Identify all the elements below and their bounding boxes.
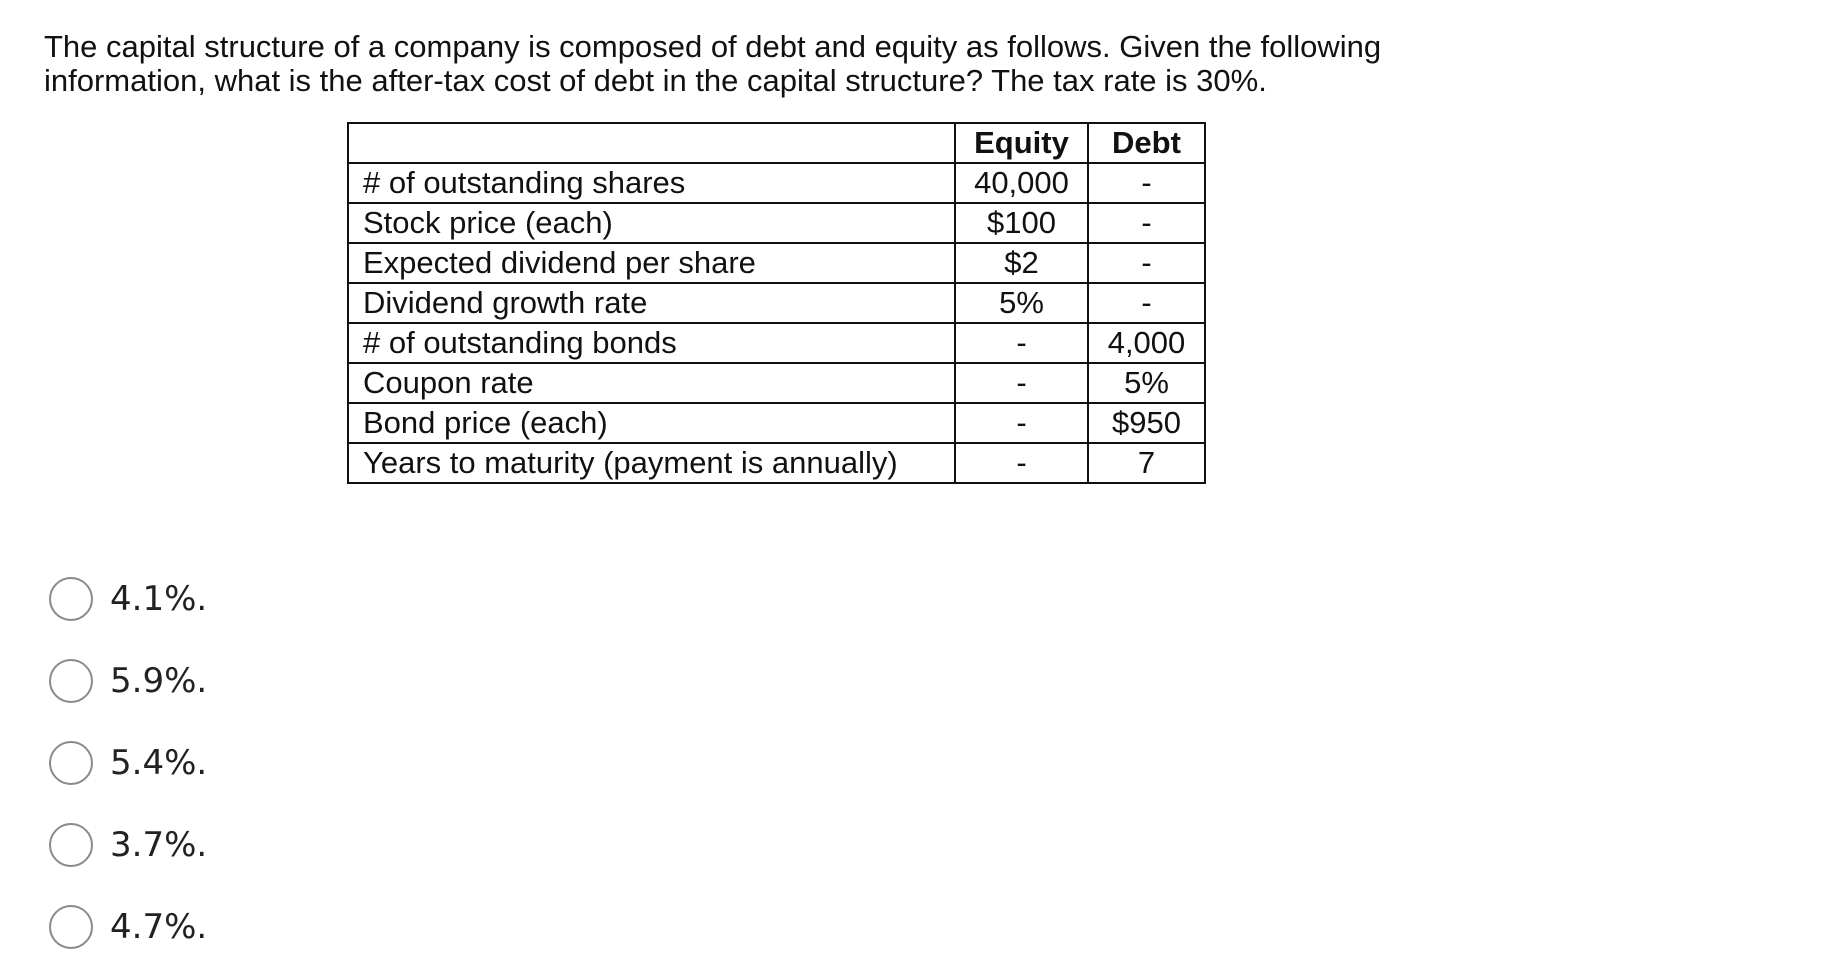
- answer-option-label[interactable]: 5.9%.: [110, 661, 208, 701]
- question-text: [44, 30, 1644, 98]
- answer-option-label[interactable]: 3.7%.: [110, 825, 208, 865]
- row-label: Expected dividend per share: [348, 243, 955, 283]
- table-row: [348, 203, 1205, 243]
- answer-option-label[interactable]: 4.1%.: [110, 579, 208, 619]
- table-row: [348, 363, 1205, 403]
- row-label: # of outstanding shares: [348, 163, 955, 203]
- radio-button[interactable]: [49, 741, 93, 785]
- table-header-debt: Debt: [1088, 123, 1205, 163]
- row-equity-value: -: [955, 443, 1088, 483]
- row-debt-value: 4,000: [1088, 323, 1205, 363]
- answer-option-1[interactable]: [49, 558, 207, 640]
- row-label: Coupon rate: [348, 363, 955, 403]
- table-row: [348, 163, 1205, 203]
- radio-button[interactable]: [49, 823, 93, 867]
- row-equity-value: -: [955, 363, 1088, 403]
- row-equity-value: 5%: [955, 283, 1088, 323]
- table-row: [348, 403, 1205, 443]
- row-equity-value: 40,000: [955, 163, 1088, 203]
- row-label: Bond price (each): [348, 403, 955, 443]
- row-label: Stock price (each): [348, 203, 955, 243]
- radio-button[interactable]: [49, 577, 93, 621]
- table-row: [348, 323, 1205, 363]
- row-equity-value: -: [955, 403, 1088, 443]
- row-label: Years to maturity (payment is annually): [348, 443, 955, 483]
- answer-option-3[interactable]: [49, 722, 207, 804]
- row-debt-value: -: [1088, 203, 1205, 243]
- row-debt-value: -: [1088, 243, 1205, 283]
- table-header-row: [348, 123, 1205, 163]
- answer-option-label[interactable]: 5.4%.: [110, 743, 208, 783]
- row-debt-value: 5%: [1088, 363, 1205, 403]
- row-debt-value: -: [1088, 283, 1205, 323]
- row-equity-value: -: [955, 323, 1088, 363]
- radio-button[interactable]: [49, 659, 93, 703]
- capital-structure-table: [347, 122, 1206, 484]
- table-header-blank: [348, 123, 955, 163]
- radio-button[interactable]: [49, 905, 93, 949]
- question-line-1: The capital structure of a company is composed of debt and equity as follows. Given the following: [44, 29, 1382, 64]
- answer-option-2[interactable]: [49, 640, 207, 722]
- row-debt-value: -: [1088, 163, 1205, 203]
- row-equity-value: $100: [955, 203, 1088, 243]
- answer-option-5[interactable]: [49, 886, 207, 968]
- row-label: # of outstanding bonds: [348, 323, 955, 363]
- question-line-2: information, what is the after-tax cost of debt in the capital structure? The tax rate is 30%.: [44, 63, 1267, 98]
- answer-options: [49, 558, 207, 968]
- answer-option-label[interactable]: 4.7%.: [110, 907, 208, 947]
- table-row: [348, 243, 1205, 283]
- row-equity-value: $2: [955, 243, 1088, 283]
- table-row: [348, 283, 1205, 323]
- row-debt-value: $950: [1088, 403, 1205, 443]
- row-debt-value: 7: [1088, 443, 1205, 483]
- row-label: Dividend growth rate: [348, 283, 955, 323]
- answer-option-4[interactable]: [49, 804, 207, 886]
- table-header-equity: Equity: [955, 123, 1088, 163]
- table-row: [348, 443, 1205, 483]
